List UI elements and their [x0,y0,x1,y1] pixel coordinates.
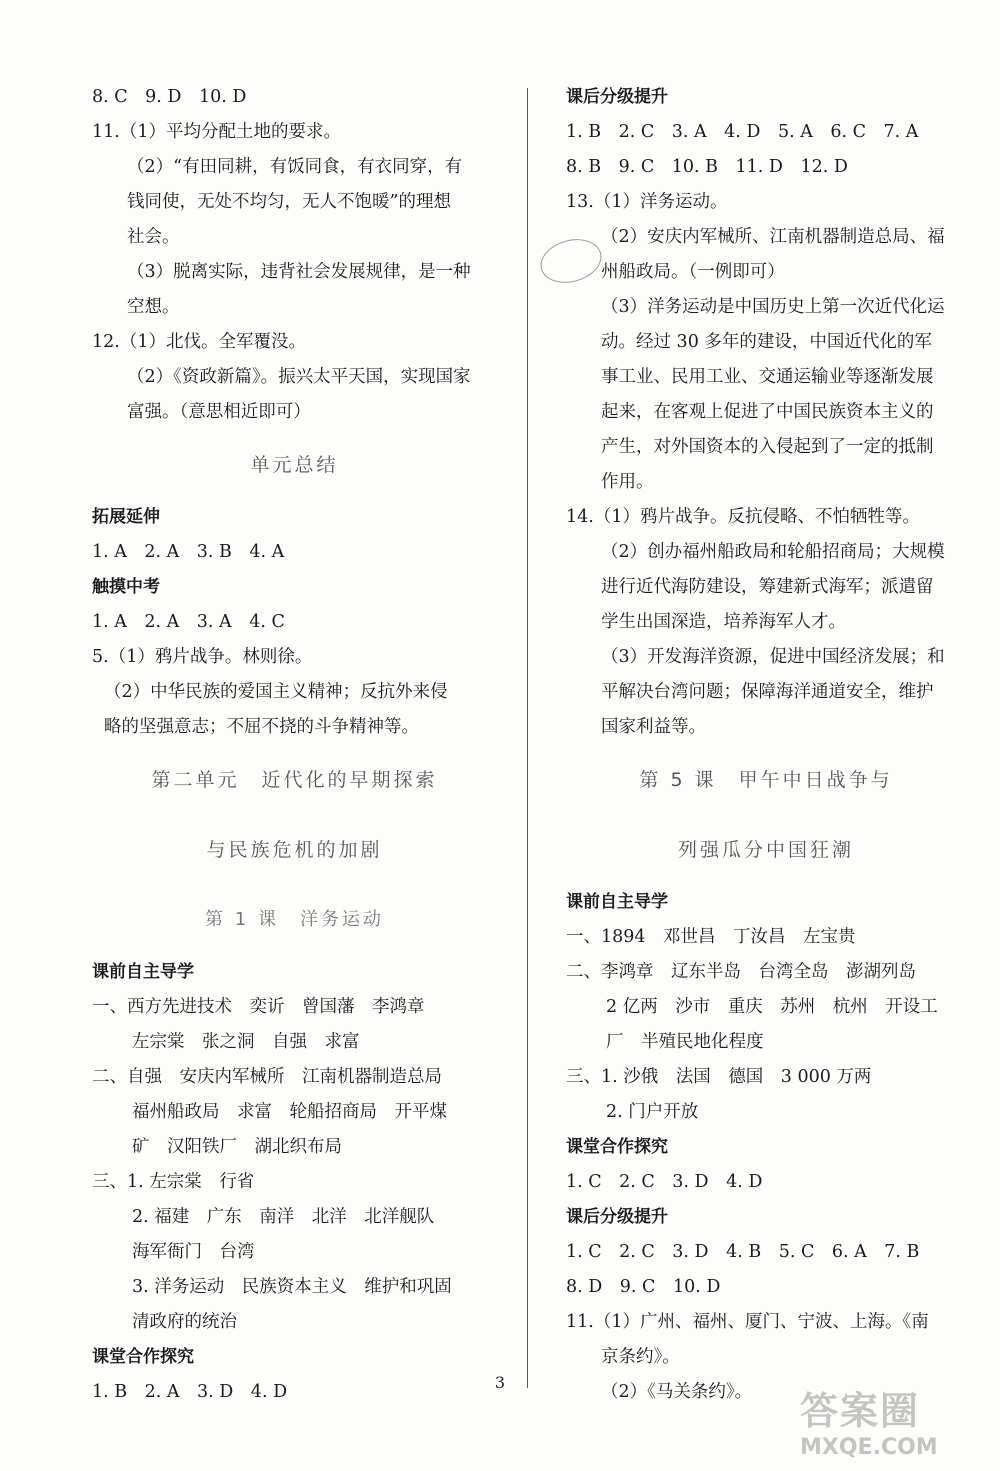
section-heading: 拓展延伸 [92,507,160,527]
answer-line: 学生出国深造，培养海军人才。 [601,612,846,632]
answer-line: 3. 洋务运动 民族资本主义 维护和巩固 [132,1277,452,1297]
answer-line: 空想。 [127,297,180,317]
answer-line: 产生，对外国资本的入侵起到了一定的抵制 [601,437,934,457]
answer-line: （3）脱离实际，违背社会发展规律，是一种 [127,262,471,282]
answer-line: 社会。 [127,227,180,247]
answer-line: 11.（1）平均分配土地的要求。 [92,122,341,142]
left-column [92,80,497,1410]
answer-line: 作用。 [601,472,654,492]
section-heading: 课后分级提升 [566,1207,668,1227]
answer-line: 富强。（意思相近即可） [127,402,311,422]
answer-line: 13.（1）洋务运动。 [566,192,728,212]
answer-line: 12.（1）北伐。全军覆没。 [92,332,306,352]
column-divider [527,88,528,1388]
answer-line: 钱同使，无处不均匀，无人不饱暖”的理想 [127,192,451,212]
section-title: 第 5 课 甲午中日战争与 [639,769,893,791]
section-heading: 课堂合作探究 [92,1347,194,1367]
answer-line: 左宗棠 张之洞 自强 求富 [132,1032,360,1052]
answer-line: （2）《资政新篇》。振兴太平天国，实现国家 [127,367,471,387]
answer-line: （2）《马关条约》。 [601,1382,753,1402]
section-heading: 课前自主导学 [92,962,194,982]
answer-line: 1. A 2. A 3. A 4. C [92,612,285,632]
answer-line: （2）“有田同耕，有饭同食，有衣同穿，有 [127,157,463,177]
answer-line: 8. C 9. D 10. D [92,87,247,107]
answer-line: （2）中华民族的爱国主义精神；反抗外来侵 [104,682,448,702]
watermark-logo [800,1380,1000,1470]
section-title: 单元总结 [250,454,339,476]
answer-line: 州船政局。（一例即可） [601,262,785,282]
answer-line: 略的坚强意志；不屈不挠的斗争精神等。 [104,717,419,737]
answer-line: 起来，在客观上促进了中国民族资本主义的 [601,402,934,422]
section-heading: 触摸中考 [92,577,160,597]
answer-line: 福州船政局 求富 轮船招商局 开平煤 [132,1102,447,1122]
answer-line: 二、自强 安庆内军械所 江南机器制造总局 [92,1067,442,1087]
answer-line: 1. B 2. A 3. D 4. D [92,1382,288,1402]
answer-line: 1. C 2. C 3. D 4. D [566,1172,763,1192]
page-number: 3 [494,1373,506,1392]
answer-line: 三、1. 左宗棠 行省 [92,1172,255,1192]
answer-line: 二、李鸿章 辽东半岛 台湾全岛 澎湖列岛 [566,962,916,982]
answer-line: （2）安庆内军械所、江南机器制造总局、福 [601,227,945,247]
answer-line: 8. D 9. C 10. D [566,1277,721,1297]
answer-line: 2. 门户开放 [606,1102,699,1122]
answer-line: 清政府的统治 [132,1312,237,1332]
watermark-text: 答案圈 [800,1389,921,1433]
answer-line: 海军衙门 台湾 [132,1242,255,1262]
section-title: 与民族危机的加剧 [206,839,383,861]
answer-line: 国家利益等。 [601,717,706,737]
right-column [566,80,966,1410]
section-heading: 课前自主导学 [566,892,668,912]
answer-line: 8. B 9. C 10. B 11. D 12. D [566,157,848,177]
answer-line: 一、西方先进技术 奕䜣 曾国藩 李鸿章 [92,997,425,1017]
answer-line: 事工业、民用工业、交通运输业等逐渐发展 [601,367,934,387]
answer-line: 动。经过 30 多年的建设，中国近代化的军 [601,332,932,352]
answer-line: 三、1. 沙俄 法国 德国 3 000 万两 [566,1067,872,1087]
answer-line: 14.（1）鸦片战争。反抗侵略、不怕牺牲等。 [566,507,920,527]
answer-line: 一、1894 邓世昌 丁汝昌 左宝贵 [566,927,856,947]
answer-line: 1. B 2. C 3. A 4. D 5. A 6. C 7. A [566,122,919,142]
section-title: 第二单元 近代化的早期探索 [151,769,438,791]
answer-line: 2. 福建 广东 南洋 北洋 北洋舰队 [132,1207,435,1227]
answer-line: （3）洋务运动是中国历史上第一次近代化运 [601,297,945,317]
answer-line: 平解决台湾问题；保障海洋通道安全，维护 [601,682,934,702]
section-heading: 课堂合作探究 [566,1137,668,1157]
answer-line: 厂 半殖民地化程度 [606,1032,764,1052]
answer-line: 1. A 2. A 3. B 4. A [92,542,285,562]
answer-line: 11.（1）广州、福州、厦门、宁波、上海。《南 [566,1312,929,1332]
section-title: 列强瓜分中国狂潮 [677,839,854,861]
answer-line: （3）开发海洋资源，促进中国经济发展；和 [601,647,945,667]
answer-line: 2 亿两 沙市 重庆 苏州 杭州 开设工 [606,997,938,1017]
answer-line: （2）创办福州船政局和轮船招商局；大规模 [601,542,945,562]
answer-line: 矿 汉阳铁厂 湖北织布局 [132,1137,342,1157]
answer-line: 5.（1）鸦片战争。林则徐。 [92,647,313,667]
answer-line: 进行近代海防建设，筹建新式海军；派遣留 [601,577,934,597]
watermark-url: MXQE.COM [800,1435,938,1460]
section-title: 第 1 课 洋务运动 [205,909,384,930]
answer-line: 京条约》。 [601,1347,680,1367]
answer-line: 1. C 2. C 3. D 4. B 5. C 6. A 7. B [566,1242,920,1262]
section-heading: 课后分级提升 [566,87,668,107]
